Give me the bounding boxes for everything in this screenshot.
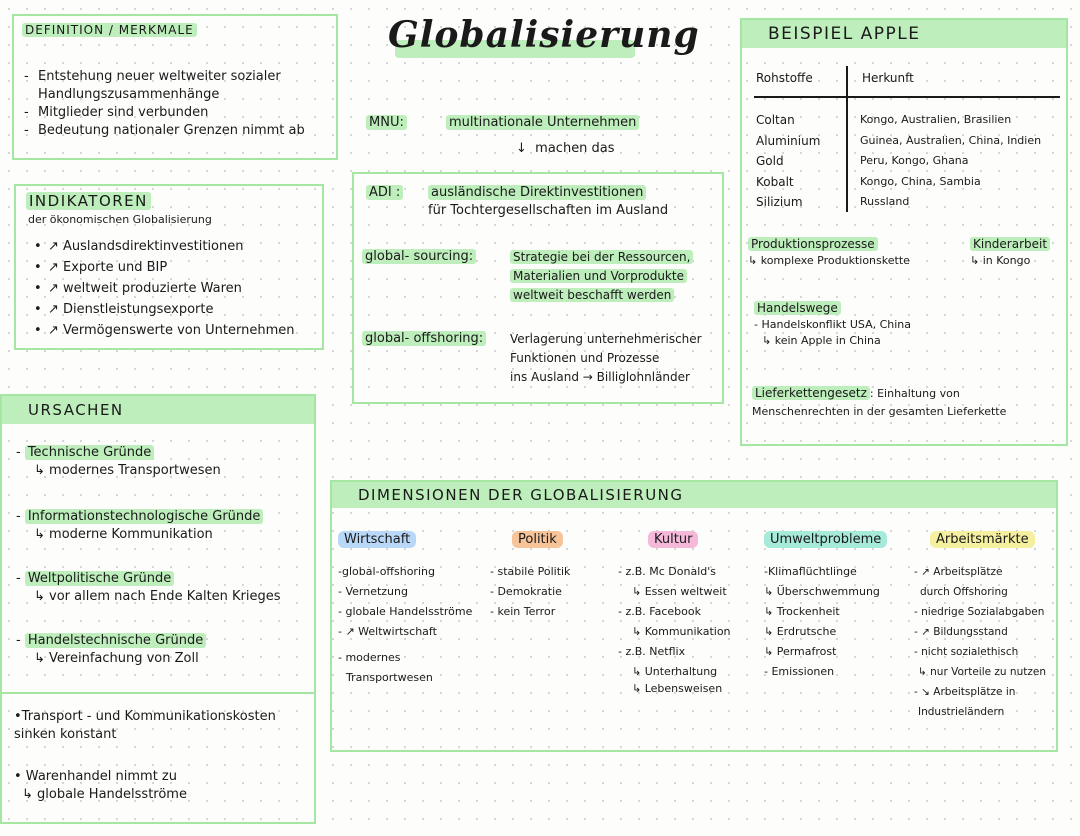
handelswege-label: Handelswege: [754, 301, 841, 315]
sourcing-line: weltweit beschafft werden: [510, 288, 674, 302]
list-item: ↳ Permafrost: [764, 645, 837, 658]
dim-col-wirtschaft: [338, 528, 472, 688]
mnu-arrow-line: ↓ machen das: [516, 141, 615, 156]
table-cell: Russland: [860, 195, 910, 208]
ursachen-heading: URSACHEN: [28, 401, 124, 419]
list-item: - ↗ Arbeitsplätze: [914, 566, 1003, 578]
table-cell: Peru, Kongo, Ghana: [860, 154, 969, 167]
page-title: Globalisierung: [388, 14, 700, 56]
list-item: - modernes: [338, 651, 401, 664]
sourcing-line: Strategie bei der Ressourcen,: [510, 250, 693, 264]
table-cell: Silizium: [756, 195, 803, 209]
indikatoren-box: [14, 184, 324, 350]
list-item: • ↗ Exporte und BIP: [34, 257, 294, 278]
dim-head-arbeit: Arbeitsmärkte: [930, 531, 1035, 548]
apple-rohstoffe-list: [756, 110, 820, 213]
apple-heading: BEISPIEL APPLE: [768, 24, 921, 44]
dimensionen-heading: DIMENSIONEN DER GLOBALISIERUNG: [358, 486, 684, 504]
list-item: - Handelstechnische Gründe: [16, 632, 206, 650]
sourcing-line: Materialien und Vorprodukte: [510, 269, 687, 283]
indikatoren-subheading: der ökonomischen Globalisierung: [28, 213, 212, 226]
apple-col-head-rohstoffe: Rohstoffe: [756, 71, 813, 85]
list-item: Industrieländern: [918, 706, 1005, 718]
ursachen-box: URSACHEN - Technische Gründe ↳ modernes Transportwesen - Informationstechnologische Gründe ↳ moderne Kommunikation - Weltpolitische Gründe ↳ vor allem nach Ende Kalten Krieges - Handelstechnische Gründe ↳ Vereinfachung von Zoll: [0, 394, 316, 694]
list-item: - Vernetzung: [338, 585, 408, 598]
table-divider-horizontal: [754, 96, 1060, 98]
list-item: • ↗ weltweit produzierte Waren: [34, 278, 294, 299]
list-item: ↳ Überschwemmung: [764, 585, 880, 598]
list-item: -global-offshoring: [338, 565, 435, 578]
definition-box: [12, 14, 338, 160]
table-divider-vertical: [846, 66, 848, 212]
apple-box: [740, 18, 1068, 446]
offshoring-line: Verlagerung unternehmerischer: [510, 332, 702, 346]
list-item: - stabile Politik: [490, 565, 571, 578]
list-item: Transportwesen: [346, 671, 433, 684]
handelswege-line: - Handelskonflikt USA, China: [754, 318, 912, 331]
list-item: - ↗ Bildungsstand: [914, 626, 1008, 638]
table-cell: Aluminium: [756, 133, 821, 148]
list-item: ↳ Kommunikation: [632, 625, 731, 638]
dim-col-arbeit: [914, 528, 1046, 722]
list-item: - nicht sozialethisch: [914, 646, 1019, 658]
handelswege-line: ↳ kein Apple in China: [762, 334, 881, 347]
list-item: ↳ nur Vorteile zu nutzen: [918, 666, 1046, 678]
list-item: - Emissionen: [764, 665, 835, 678]
dim-head-umwelt: Umweltprobleme: [764, 531, 887, 548]
kosten-line: sinken konstant: [14, 727, 117, 742]
kosten-line: •Transport - und Kommunikationskosten: [14, 709, 276, 724]
produktion-label: Produktionsprozesse: [748, 237, 878, 251]
dim-col-politik: [490, 528, 570, 622]
mnu-box: [352, 172, 724, 404]
apple-herkunft-list: [860, 110, 1041, 213]
adi-line: für Tochtergesellschaften im Ausland: [428, 203, 669, 218]
list-item: • ↗ Vermögenswerte von Unternehmen: [34, 320, 294, 341]
definition-heading: DEFINITION / MERKMALE: [22, 23, 197, 37]
table-cell: Guinea, Australien, China, Indien: [860, 133, 1042, 147]
lieferkettengesetz-text: : Einhaltung von: [869, 387, 960, 400]
offshoring-line: ins Ausland → Billiglohnländer: [510, 370, 690, 384]
list-item: ↳ Lebensweisen: [632, 682, 723, 695]
list-item: - Weltpolitische Gründe: [16, 570, 281, 588]
list-item: ↳ Trockenheit: [764, 605, 840, 618]
list-item: ↳ Essen weltweit: [632, 585, 727, 598]
list-item: - Mitglieder sind verbunden: [24, 104, 305, 122]
dim-col-kultur: [618, 528, 731, 696]
list-item: - Bedeutung nationaler Grenzen nimmt ab: [24, 122, 305, 140]
list-item: - Demokratie: [490, 585, 562, 598]
dimensionen-box: [330, 480, 1058, 752]
list-item: - z.B. Netflix: [618, 645, 686, 658]
table-cell: Coltan: [756, 113, 795, 127]
kinderarbeit-sub: ↳ in Kongo: [970, 254, 1031, 267]
adi-line: ausländische Direktinvestitionen: [428, 185, 646, 200]
list-item: -Klimaflüchtlinge: [764, 565, 857, 578]
list-item: - ↘ Arbeitsplätze in: [914, 686, 1016, 698]
list-item: - globale Handelsströme: [338, 605, 473, 618]
table-cell: Kongo, China, Sambia: [860, 174, 981, 188]
indikatoren-list: [34, 236, 294, 341]
table-cell: Gold: [756, 154, 784, 168]
kinderarbeit-label: Kinderarbeit: [970, 237, 1050, 251]
dim-head-wirtschaft: Wirtschaft: [338, 531, 416, 548]
list-item: ↳ Unterhaltung: [632, 665, 718, 678]
dim-head-politik: Politik: [512, 531, 563, 548]
list-item: ↳ Erdrutsche: [764, 625, 837, 638]
list-item: - niedrige Sozialabgaben: [914, 606, 1045, 618]
mnu-text: multinationale Unternehmen: [446, 115, 639, 130]
definition-list: [24, 68, 305, 140]
list-item: - z.B. Facebook: [618, 605, 701, 618]
table-cell: Kongo, Australien, Brasilien: [860, 113, 1012, 126]
lieferkettengesetz-label: Lieferkettengesetz: [752, 386, 870, 400]
list-item: • ↗ Dienstleistungsexporte: [34, 299, 294, 320]
dim-col-umwelt: [764, 528, 887, 682]
offshoring-label: global- offshoring:: [362, 331, 486, 346]
arrow-down-icon: ↓: [516, 141, 527, 156]
list-item: - Technische Gründe: [16, 444, 221, 462]
apple-col-head-herkunft: Herkunft: [862, 71, 914, 85]
list-item: - Informationstechnologische Gründe: [16, 508, 263, 526]
list-item: - ↗ Weltwirtschaft: [338, 625, 437, 638]
kosten-line: • Warenhandel nimmt zu: [14, 769, 177, 784]
lieferkettengesetz-line: Menschenrechten in der gesamten Lieferkette: [752, 405, 1007, 418]
indikatoren-heading: INDIKATOREN: [26, 192, 151, 210]
adi-label: ADI :: [366, 185, 403, 200]
list-item: durch Offshoring: [920, 586, 1008, 598]
list-item: • ↗ Auslandsdirektinvestitionen: [34, 236, 294, 257]
kosten-line: ↳ globale Handelsströme: [22, 787, 187, 802]
table-cell: Kobalt: [756, 174, 794, 189]
kosten-box: [0, 692, 316, 824]
produktion-sub: ↳ komplexe Produktionskette: [748, 254, 910, 267]
sourcing-label: global- sourcing:: [362, 249, 476, 264]
list-item: - z.B. Mc Donald's: [618, 565, 717, 578]
mnu-label: MNU:: [366, 115, 407, 130]
offshoring-line: Funktionen und Prozesse: [510, 351, 660, 365]
list-item: - kein Terror: [490, 605, 556, 618]
dim-head-kultur: Kultur: [648, 531, 698, 548]
list-item: - Entstehung neuer weltweiter sozialer Handlungszusammenhänge: [24, 68, 305, 104]
